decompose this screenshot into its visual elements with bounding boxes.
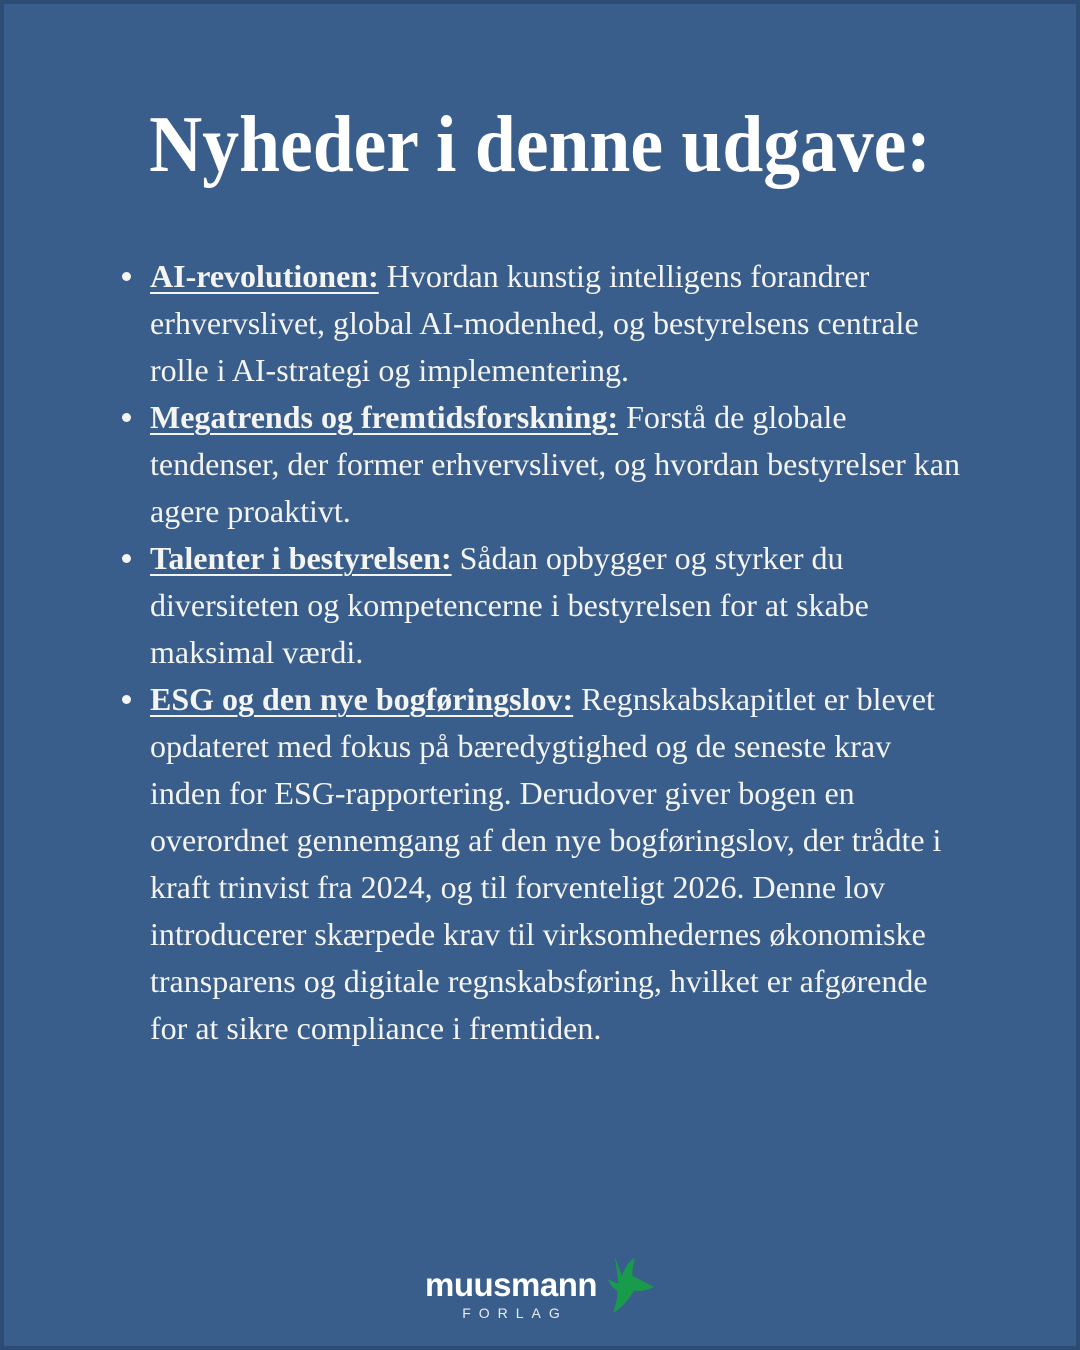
bullet-body: Sådan opbygger og styrker du diversiteten og kompetencerne i bestyrelsen for at skabe maksimal værdi.	[150, 540, 869, 670]
bullet-lead: ESG og den nye bogføringslov:	[150, 681, 574, 717]
list-item	[120, 253, 960, 394]
list-item	[120, 676, 960, 1052]
logo-subtitle: FORLAG	[462, 1305, 568, 1321]
publisher-logo	[0, 1268, 1080, 1320]
bird-icon	[605, 1256, 655, 1314]
bird-icon-path	[608, 1257, 654, 1313]
bullet-list	[120, 253, 960, 1052]
bullet-body: Regnskabskapitlet er blevet opdateret med fokus på bæredygtighed og de seneste krav inden for ESG-rapportering. Derudover giver bogen en overordnet gennemgang af den nye bogføringslov, der trådte i kraft trinvist fra 2024, og til forventeligt 2026. Denne lov introducerer skærpede krav til virksomhedernes økonomiske transparens og digitale regnskabsføring, hvilket er afgørende for at sikre compliance i fremtiden.	[150, 681, 942, 1046]
list-item	[120, 535, 960, 676]
bullet-lead: Megatrends og fremtidsforskning:	[150, 399, 619, 435]
list-item	[120, 394, 960, 535]
logo-text	[425, 1268, 597, 1320]
logo-name: muusmann	[424, 1266, 598, 1303]
bullet-body: Forstå de globale tendenser, der former erhvervslivet, og hvordan bestyrelser kan agere proaktivt.	[150, 399, 960, 529]
bullet-lead: Talenter i bestyrelsen:	[150, 540, 452, 576]
page-title: Nyheder i denne udgave:	[149, 101, 931, 189]
bullet-lead: AI-revolutionen:	[150, 258, 379, 294]
bullet-body: Hvordan kunstig intelligens forandrer erhvervslivet, global AI-modenhed, og bestyrelsens centrale rolle i AI-strategi og implementering.	[150, 258, 919, 388]
